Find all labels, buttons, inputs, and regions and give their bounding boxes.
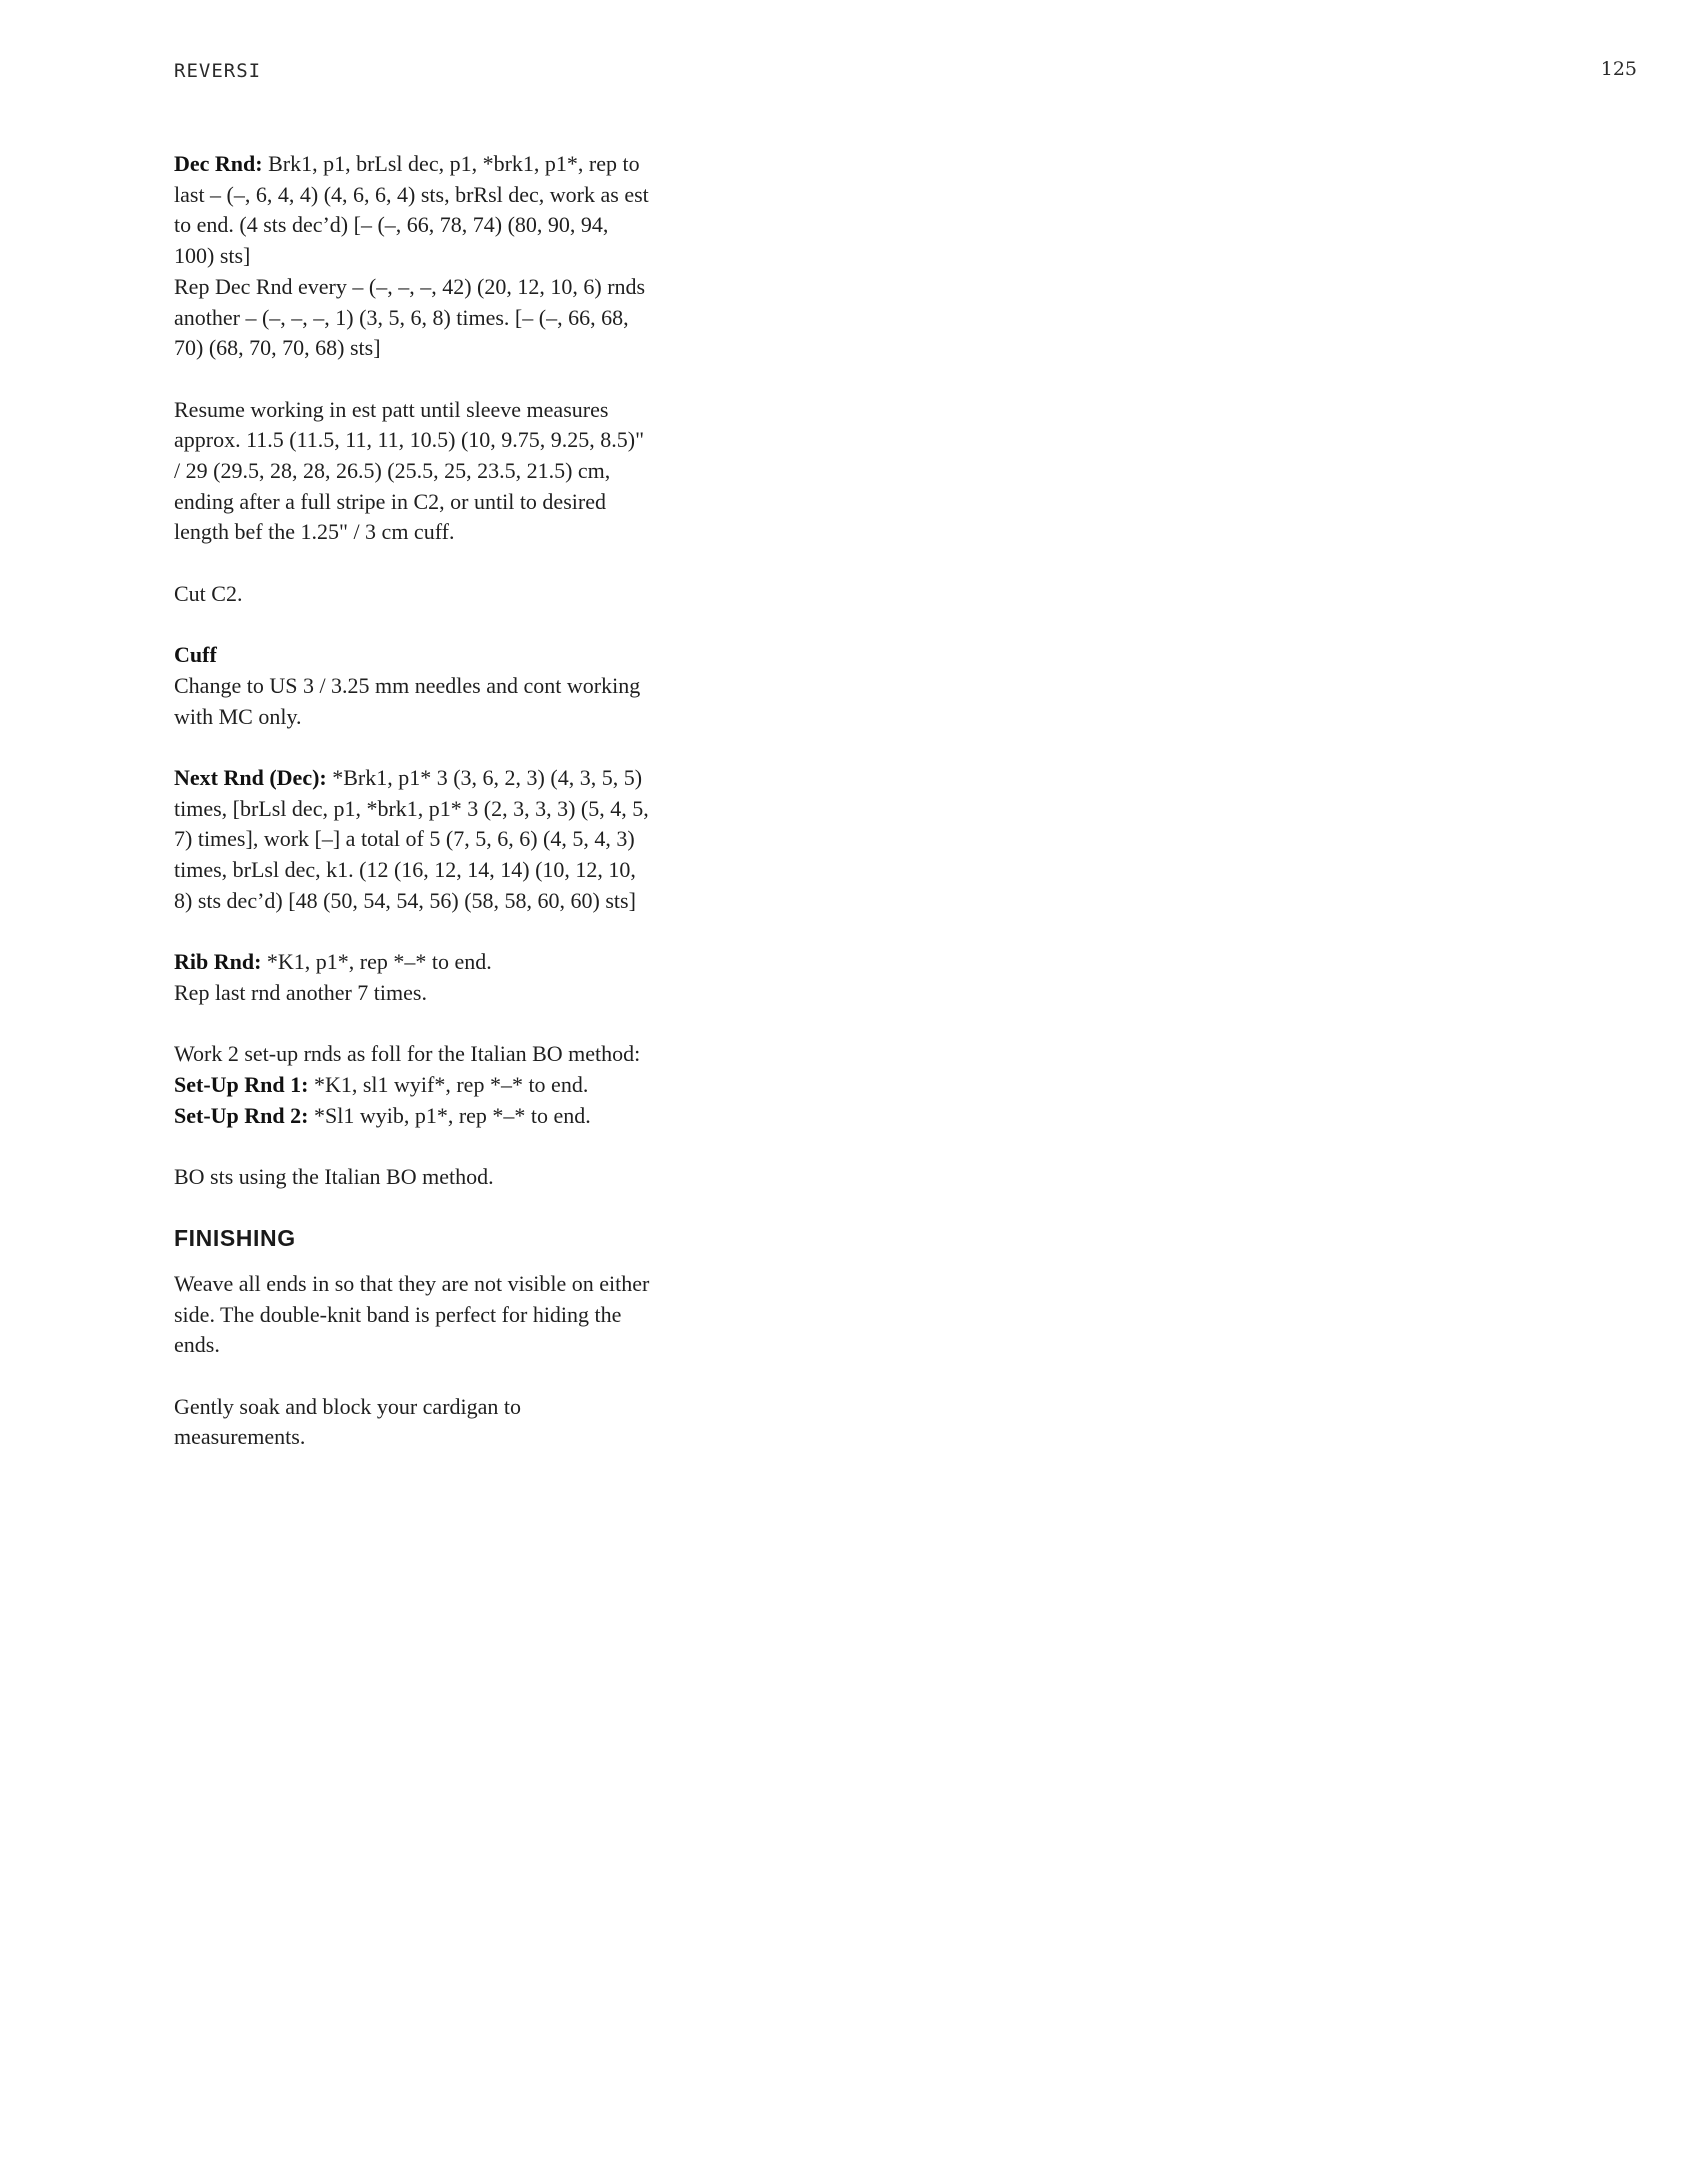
next-rnd-paragraph bbox=[174, 763, 652, 917]
dec-rnd-text: Brk1, p1, brLsl dec, p1, *brk1, p1*, rep to last – (–, 6, 4, 4) (4, 6, 6, 4) sts, brRsl dec, work as est to end. (4 sts dec’d) [– (–, 66, 78, 74) (80, 90, 94, 100) sts] bbox=[174, 151, 649, 269]
setup-rnd-2-label: Set-Up Rnd 2: bbox=[174, 1102, 309, 1128]
setup-rnd-1-text: *K1, sl1 wyif*, rep *–* to end. bbox=[308, 1072, 589, 1097]
next-rnd-label: Next Rnd (Dec): bbox=[174, 765, 327, 790]
finishing-weave-paragraph: Weave all ends in so that they are not visible on either side. The double-knit band is perfect for hiding the ends. bbox=[174, 1270, 650, 1358]
dec-rnd-repeat: Rep Dec Rnd every – (–, –, –, 42) (20, 12, 10, 6) rnds another – (–, –, –, 1) (3, 5, 6, 8) times. [– (–, 66, 68, 70) (68, 70, 70, 68) sts] bbox=[174, 273, 646, 361]
resume-paragraph: Resume working in est patt until sleeve measures approx. 11.5 (11.5, 11, 11, 10.5) (10, 9.75, 9.25, 8.5)" / 29 (29.5, 28, 28, 26.5) (25.5, 25, 23.5, 21.5) cm, ending after a full stripe in C2, or until to desired length bef the 1.25" / 3 cm cuff. bbox=[174, 396, 645, 545]
cuff-heading bbox=[174, 640, 652, 671]
setup-intro: Work 2 set-up rnds as foll for the Italian BO method: bbox=[174, 1041, 641, 1067]
dec-rnd-label: Dec Rnd: bbox=[174, 151, 263, 176]
dec-rnd-paragraph bbox=[174, 149, 652, 272]
rib-rnd-label: Rib Rnd: bbox=[174, 949, 262, 975]
setup-rnd-2 bbox=[174, 1101, 652, 1132]
setup-rnd-1 bbox=[174, 1070, 652, 1101]
page-number: 125 bbox=[1600, 58, 1637, 80]
cut-paragraph: Cut C2. bbox=[174, 580, 243, 606]
rib-rnd-paragraph bbox=[174, 947, 652, 978]
next-rnd-text: *Brk1, p1* 3 (3, 6, 2, 3) (4, 3, 5, 5) times, [brLsl dec, p1, *brk1, p1* 3 (2, 3, 3, 3) (5, 4, 5, 7) times], work [–] a total of 5 (7, 5, 6, 6) (4, 5, 4, 3) times, brLsl dec, k1. (12 (16, 12, 14, 14) (10, 12, 10, 8) sts dec’d) [48 (50, 54, 54, 56) (58, 58, 60, 60) sts] bbox=[174, 765, 649, 913]
setup-rnd-2-text: *Sl1 wyib, p1*, rep *–* to end. bbox=[308, 1102, 591, 1128]
text-column bbox=[174, 149, 652, 1453]
rib-rnd-text: *K1, p1*, rep *–* to end. bbox=[261, 949, 492, 975]
running-head: REVERSI bbox=[174, 60, 262, 82]
finishing-heading: FINISHING bbox=[174, 1224, 296, 1251]
bind-off-paragraph: BO sts using the Italian BO method. bbox=[174, 1164, 494, 1190]
finishing-block-paragraph: Gently soak and block your cardigan to measurements. bbox=[174, 1393, 522, 1450]
cuff-heading-text: Cuff bbox=[174, 642, 217, 668]
cuff-paragraph: Change to US 3 / 3.25 mm needles and cont working with MC only. bbox=[174, 672, 641, 729]
rib-rnd-repeat: Rep last rnd another 7 times. bbox=[174, 979, 427, 1005]
setup-rnd-1-label: Set-Up Rnd 1: bbox=[174, 1072, 309, 1097]
